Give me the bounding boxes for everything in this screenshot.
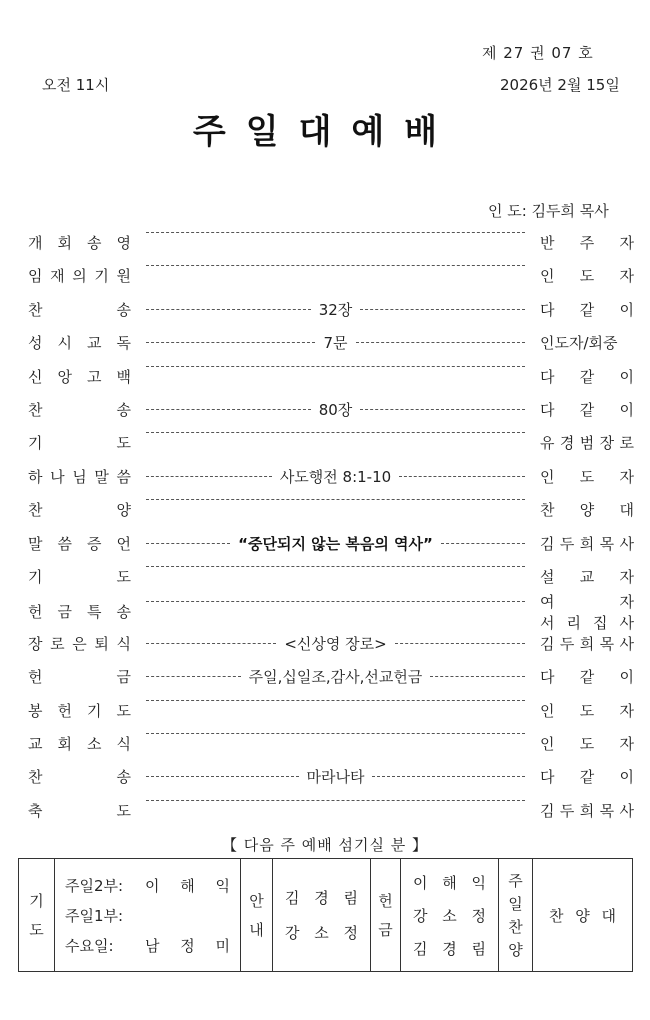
order-item-detail: 마라나타 bbox=[306, 768, 365, 787]
page-title: 주일대예배 bbox=[192, 112, 458, 152]
order-item-person: 김 두 희 목 사 bbox=[540, 634, 634, 653]
order-item-content bbox=[146, 432, 525, 433]
order-item-person: 다 같 이 bbox=[540, 401, 634, 419]
order-item-content bbox=[146, 265, 525, 266]
order-item-person: 다 같 이 bbox=[540, 768, 634, 787]
order-row bbox=[0, 466, 650, 492]
order-row bbox=[0, 299, 650, 325]
order-item-person: 다 같 이 bbox=[540, 300, 634, 319]
usher-label: 안 내 bbox=[249, 892, 264, 939]
order-item-content bbox=[146, 232, 525, 233]
order-item-content bbox=[146, 366, 525, 367]
order-item-detail: 사도행전 8:1-10 bbox=[279, 467, 392, 486]
issue-number: 제 27 권 07 호 bbox=[482, 44, 594, 62]
service-time: 오전 11시 bbox=[42, 76, 110, 94]
order-item-label: 헌 금 bbox=[28, 668, 131, 687]
order-item-person: 인도자/회중 bbox=[540, 334, 618, 353]
order-item-content bbox=[146, 633, 525, 654]
order-item-label: 신 앙 고 백 bbox=[28, 367, 131, 386]
order-row bbox=[0, 800, 650, 826]
offering-name: 김 경 림 bbox=[413, 939, 486, 958]
prayer-label: 기 도 bbox=[29, 892, 44, 939]
prayer-service: 주일2부: bbox=[65, 876, 124, 895]
order-row bbox=[0, 399, 650, 425]
order-item-detail: <신상영 장로> bbox=[284, 634, 387, 653]
order-item-label: 장 로 은 퇴 식 bbox=[28, 634, 131, 653]
prayer-label-cell bbox=[19, 859, 55, 972]
prayer-roster bbox=[55, 859, 241, 972]
offering-label: 헌 금 bbox=[378, 892, 393, 939]
order-item-person: 다 같 이 bbox=[540, 367, 634, 386]
order-item-person: 설 교 자 bbox=[540, 568, 634, 586]
prayer-name: 이 해 익 bbox=[145, 876, 230, 895]
order-item-content bbox=[146, 299, 525, 320]
order-item-content bbox=[146, 666, 525, 687]
order-row bbox=[0, 700, 650, 726]
order-item-label: 찬 양 bbox=[28, 501, 131, 520]
order-item-label: 축 도 bbox=[28, 801, 131, 820]
order-item-person: 김 두 희 목 사 bbox=[540, 801, 634, 820]
order-item-detail: “중단되지 않는 복음의 역사” bbox=[238, 534, 433, 553]
order-row bbox=[0, 733, 650, 759]
order-row bbox=[0, 432, 650, 458]
choir-name: 찬 양 대 bbox=[549, 906, 616, 925]
order-row bbox=[0, 566, 650, 592]
order-item-content bbox=[146, 766, 525, 787]
order-item-person-line2: 서 리 집 사 bbox=[540, 614, 634, 633]
order-item-person: 인 도 자 bbox=[540, 267, 634, 286]
prayer-roster-line bbox=[65, 870, 230, 900]
offering-label-cell bbox=[371, 859, 401, 972]
usher-name: 김 경 림 bbox=[285, 889, 358, 907]
offering-names-cell bbox=[401, 859, 499, 972]
choir-cell bbox=[533, 859, 633, 972]
order-item-content bbox=[146, 733, 525, 734]
offering-name: 강 소 정 bbox=[413, 906, 486, 925]
order-item-person: 찬 양 대 bbox=[540, 501, 634, 520]
prayer-service: 주일1부: bbox=[65, 906, 124, 925]
order-item-person: 유 경 범 장 로 bbox=[540, 434, 634, 453]
prayer-roster-line bbox=[65, 930, 230, 960]
order-item-person: 다 같 이 bbox=[540, 668, 634, 687]
order-row bbox=[0, 633, 650, 659]
order-row bbox=[0, 232, 650, 258]
usher-name: 강 소 정 bbox=[285, 924, 358, 942]
next-week-duty-table bbox=[18, 858, 633, 972]
order-row bbox=[0, 593, 650, 633]
order-row bbox=[0, 533, 650, 559]
order-item-content bbox=[146, 399, 525, 420]
order-item-person: 인 도 자 bbox=[540, 701, 634, 720]
order-item-label: 기 도 bbox=[28, 568, 131, 586]
order-item-label: 성 시 교 독 bbox=[28, 334, 131, 353]
choir-label-cell bbox=[499, 859, 533, 972]
order-row bbox=[0, 766, 650, 792]
order-item-person bbox=[540, 591, 634, 633]
usher-names-cell bbox=[273, 859, 371, 972]
next-week-heading: 【 다음 주 예배 섬기실 분 】 bbox=[221, 836, 429, 854]
order-item-person: 반 주 자 bbox=[540, 234, 634, 252]
order-item-label: 헌 금 특 송 bbox=[28, 603, 131, 622]
order-item-label: 하 나 님 말 씀 bbox=[28, 467, 131, 486]
order-row bbox=[0, 666, 650, 692]
order-item-content bbox=[146, 800, 525, 801]
prayer-name: 남 정 미 bbox=[145, 936, 230, 955]
order-item-detail: 7문 bbox=[323, 334, 348, 353]
service-date: 2026년 2월 15일 bbox=[500, 76, 620, 94]
worship-leader: 인 도: 김두희 목사 bbox=[488, 202, 609, 220]
offering-name: 이 해 익 bbox=[413, 873, 486, 892]
choir-label: 주 일 찬 양 bbox=[508, 872, 523, 959]
order-item-label: 말 씀 증 언 bbox=[28, 534, 131, 553]
order-item-person: 김 두 희 목 사 bbox=[540, 534, 634, 553]
order-item-detail: 80장 bbox=[318, 401, 353, 419]
order-item-detail: 주일,십일조,감사,선교헌금 bbox=[248, 668, 423, 687]
order-item-content bbox=[146, 466, 525, 487]
order-item-label: 찬 송 bbox=[28, 300, 131, 319]
order-item-label: 기 도 bbox=[28, 434, 131, 453]
usher-label-cell bbox=[241, 859, 273, 972]
prayer-service: 수요일: bbox=[65, 936, 114, 955]
order-item-label: 임 재 의 기 원 bbox=[28, 267, 131, 286]
order-row bbox=[0, 332, 650, 358]
order-item-content bbox=[146, 533, 525, 554]
order-item-detail: 32장 bbox=[318, 300, 353, 319]
order-item-person: 인 도 자 bbox=[540, 467, 634, 486]
order-item-label: 개 회 송 영 bbox=[28, 234, 131, 252]
order-item-person: 인 도 자 bbox=[540, 735, 634, 753]
order-item-content bbox=[146, 601, 525, 602]
order-item-content bbox=[146, 566, 525, 567]
order-item-label: 찬 송 bbox=[28, 768, 131, 787]
order-item-label: 찬 송 bbox=[28, 401, 131, 419]
order-item-content bbox=[146, 332, 525, 353]
order-row bbox=[0, 265, 650, 291]
order-item-content bbox=[146, 499, 525, 500]
order-item-label: 봉 헌 기 도 bbox=[28, 701, 131, 720]
order-row bbox=[0, 499, 650, 525]
order-item-content bbox=[146, 700, 525, 701]
prayer-roster-line bbox=[65, 900, 230, 930]
order-row bbox=[0, 366, 650, 392]
order-item-label: 교 회 소 식 bbox=[28, 735, 131, 753]
order-item-person-line1: 여 자 bbox=[540, 593, 634, 612]
